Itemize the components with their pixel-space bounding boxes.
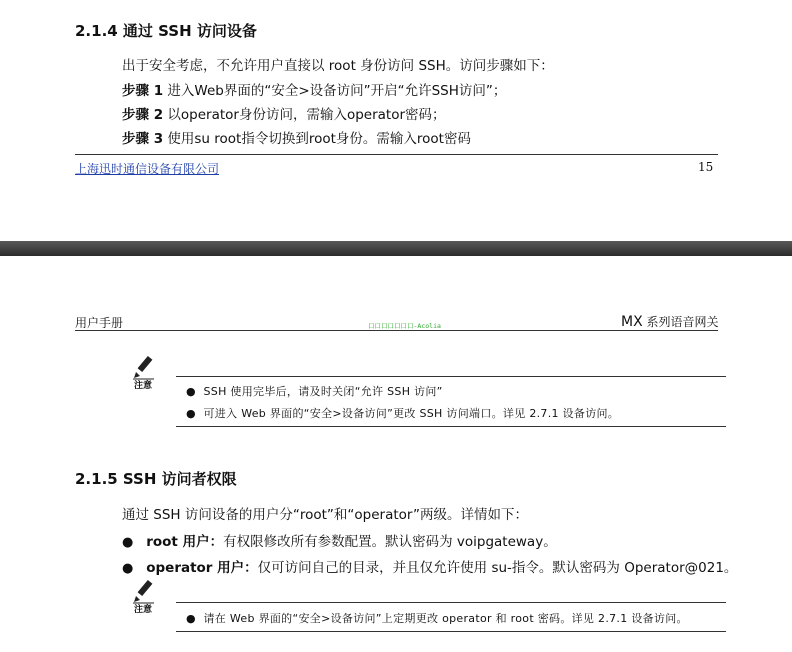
footer-rule <box>75 154 718 155</box>
bullet: ● <box>122 561 134 576</box>
section-heading-2-1-5: 2.1.5 SSH 访问者权限 <box>75 470 237 488</box>
note-text: 请在 Web 界面的“安全>设备访问”上定期更改 operator 和 root 密码。详见 2.7.1 设备访问。 <box>203 612 688 625</box>
role-item-operator <box>122 556 737 576</box>
note-item <box>186 610 688 626</box>
bullet: ● <box>122 535 134 550</box>
bullet: ● <box>186 612 196 625</box>
role-text: 仅可访问自己的目录，并且仅允许使用 su-指令。默认密码为 Operator@021。 <box>257 560 738 576</box>
note-bottom-rule <box>176 426 726 427</box>
step-label: 步骤 1 <box>122 83 164 99</box>
role-item-root <box>122 530 557 550</box>
footer-company-link[interactable]: 上海迅时通信设备有限公司 <box>75 162 220 176</box>
note-top-rule <box>176 602 726 603</box>
header-manual-title: 用户手册 <box>75 316 124 330</box>
note-top-rule <box>176 376 726 377</box>
note-label: 注意 <box>134 605 153 615</box>
note-item <box>186 405 619 421</box>
bullet: ● <box>186 407 196 420</box>
role-label: operator 用户： <box>146 560 258 576</box>
step-3 <box>122 127 471 147</box>
step-label: 步骤 3 <box>122 131 164 147</box>
step-1 <box>122 79 506 99</box>
header-product-name <box>621 313 719 330</box>
header-watermark: 口口口口口口口-Acolia <box>368 322 441 330</box>
header-rule <box>75 330 718 331</box>
section-heading-2-1-4: 2.1.4 通过 SSH 访问设备 <box>75 22 257 40</box>
product-model: MX <box>621 314 643 330</box>
note-text: 可进入 Web 界面的“安全>设备访问”更改 SSH 访问端口。详见 2.7.1 设备访问。 <box>203 407 620 420</box>
step-text: 进入Web界面的“安全>设备访问”开启“允许SSH访问”； <box>167 83 507 99</box>
note-label: 注意 <box>134 381 153 391</box>
note-text: SSH 使用完毕后，请及时关闭“允许 SSH 访问” <box>203 385 443 398</box>
bullet: ● <box>186 385 196 398</box>
step-text: 以operator身份访问，需输入operator密码； <box>167 107 446 123</box>
note-item <box>186 383 443 399</box>
role-label: root 用户： <box>146 534 224 550</box>
intro-paragraph: 通过 SSH 访问设备的用户分“root”和“operator”两级。详情如下： <box>122 507 529 523</box>
product-series: 系列语音网关 <box>642 315 719 329</box>
step-text: 使用su root指令切换到root身份。需输入root密码 <box>167 131 471 147</box>
intro-paragraph: 出于安全考虑，不允许用户直接以 root 身份访问 SSH。访问步骤如下： <box>122 58 554 74</box>
step-2 <box>122 103 446 123</box>
step-label: 步骤 2 <box>122 107 164 123</box>
page-number: 15 <box>698 160 714 174</box>
note-bottom-rule <box>176 631 726 632</box>
role-text: 有权限修改所有参数配置。默认密码为 voipgateway。 <box>223 534 557 550</box>
page-separator <box>0 241 792 256</box>
